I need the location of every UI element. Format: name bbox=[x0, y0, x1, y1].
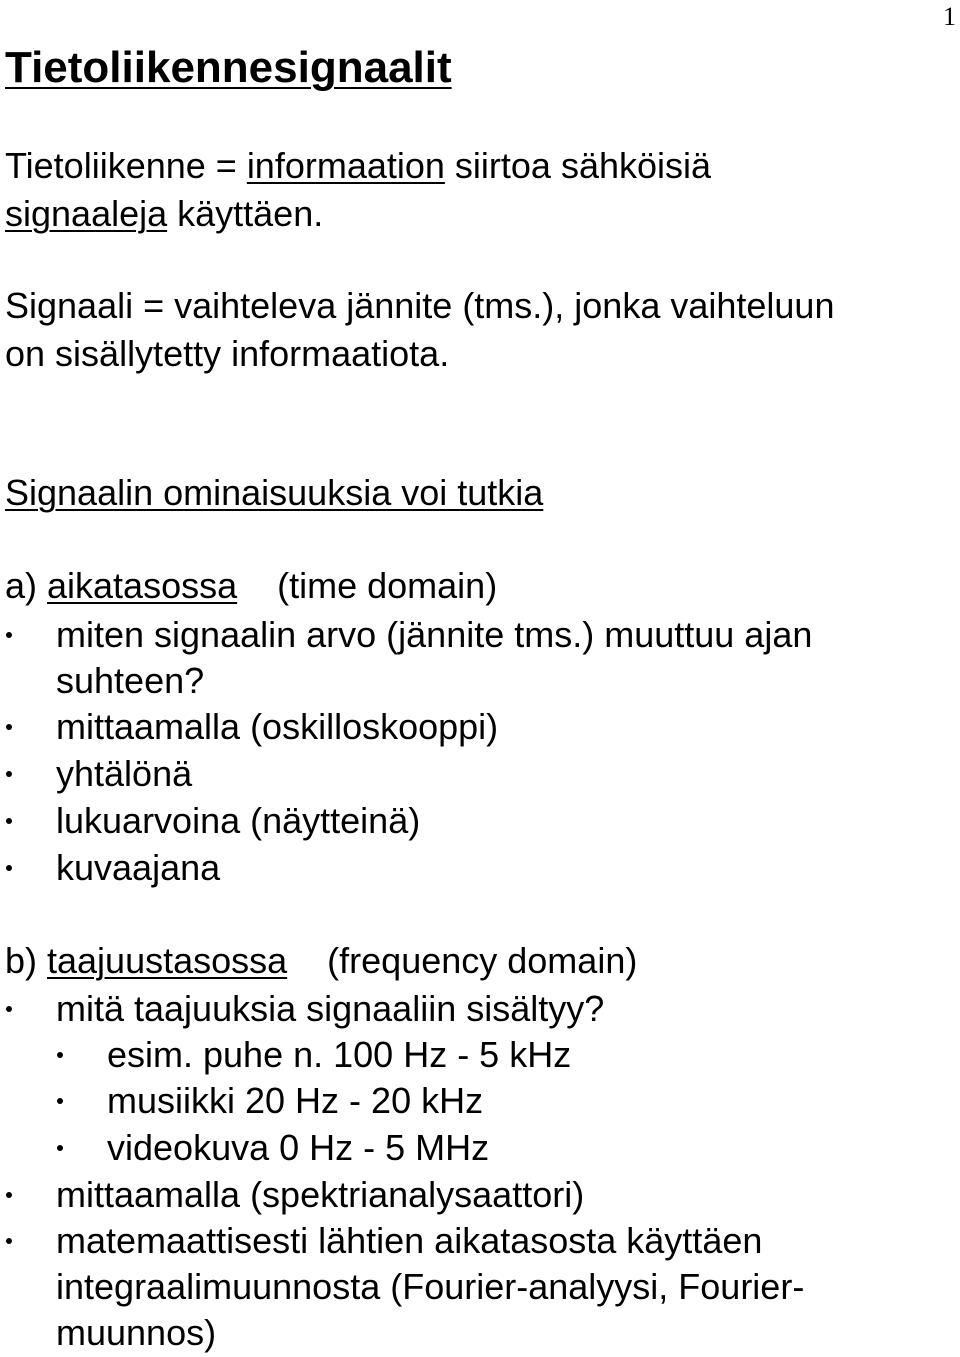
signaaleja-term: signaaleja bbox=[5, 193, 168, 234]
list-item-text: lukuarvoina (näytteinä) bbox=[56, 800, 421, 841]
part-b-heading bbox=[5, 938, 637, 984]
list-item-text: matemaattisesti lähtien aikatasosta käyttäen bbox=[56, 1220, 763, 1261]
list-item-continuation: suhteen? bbox=[56, 660, 205, 701]
signaali-definition bbox=[5, 282, 834, 378]
list-item-text: musiikki 20 Hz - 20 kHz bbox=[107, 1080, 484, 1121]
bullet-icon bbox=[6, 1192, 12, 1198]
part-a-gloss: (time domain) bbox=[237, 565, 498, 606]
section-heading: Signaalin ominaisuuksia voi tutkia bbox=[5, 472, 544, 513]
part-a-label: a) bbox=[5, 565, 48, 606]
bullet-icon bbox=[57, 1145, 63, 1151]
list-item-text: videokuva 0 Hz - 5 MHz bbox=[107, 1127, 490, 1168]
bullet-icon bbox=[6, 632, 12, 638]
bullet-icon bbox=[57, 1098, 63, 1104]
definition-middle: siirtoa sähköisiä bbox=[444, 145, 712, 186]
part-b-gloss: (frequency domain) bbox=[287, 940, 638, 981]
bullet-icon bbox=[6, 865, 12, 871]
list-item-text: mittaamalla (oskilloskooppi) bbox=[56, 706, 499, 747]
page-number: 1 bbox=[943, 2, 956, 31]
informaation-term: informaation bbox=[246, 145, 445, 186]
bullet-icon bbox=[6, 1006, 12, 1012]
bullet-icon bbox=[6, 818, 12, 824]
bullet-icon bbox=[6, 724, 12, 730]
list-item-text: mitä taajuuksia signaaliin sisältyy? bbox=[56, 988, 605, 1029]
list-item-text: miten signaalin arvo (jännite tms.) muuttuu ajan bbox=[56, 614, 813, 655]
list-item-continuation: integraalimuunnosta (Fourier-analyysi, Fourier- bbox=[56, 1266, 805, 1307]
list-item-text: mittaamalla (spektrianalysaattori) bbox=[56, 1174, 585, 1215]
definition-suffix: käyttäen. bbox=[167, 193, 324, 234]
page-title: Tietoliikennesignaalit bbox=[5, 43, 452, 92]
signaali-line1: Signaali = vaihteleva jännite (tms.), jonka vaihteluun bbox=[5, 285, 835, 326]
part-b-label: b) bbox=[5, 940, 48, 981]
bullet-icon bbox=[6, 1238, 12, 1244]
part-a-heading bbox=[5, 563, 497, 609]
bullet-icon bbox=[57, 1052, 63, 1058]
tietoliikenne-definition bbox=[5, 142, 711, 238]
list-item-text: esim. puhe n. 100 Hz - 5 kHz bbox=[107, 1034, 572, 1075]
aikatasossa-term: aikatasossa bbox=[47, 565, 238, 606]
list-item-text: kuvaajana bbox=[56, 847, 221, 888]
signaali-line2: on sisällytetty informaatiota. bbox=[5, 333, 450, 374]
definition-prefix: Tietoliikenne = bbox=[5, 145, 247, 186]
taajuustasossa-term: taajuustasossa bbox=[47, 940, 288, 981]
list-item-continuation: muunnos) bbox=[56, 1312, 217, 1353]
bullet-icon bbox=[6, 771, 12, 777]
list-item-text: yhtälönä bbox=[56, 753, 193, 794]
